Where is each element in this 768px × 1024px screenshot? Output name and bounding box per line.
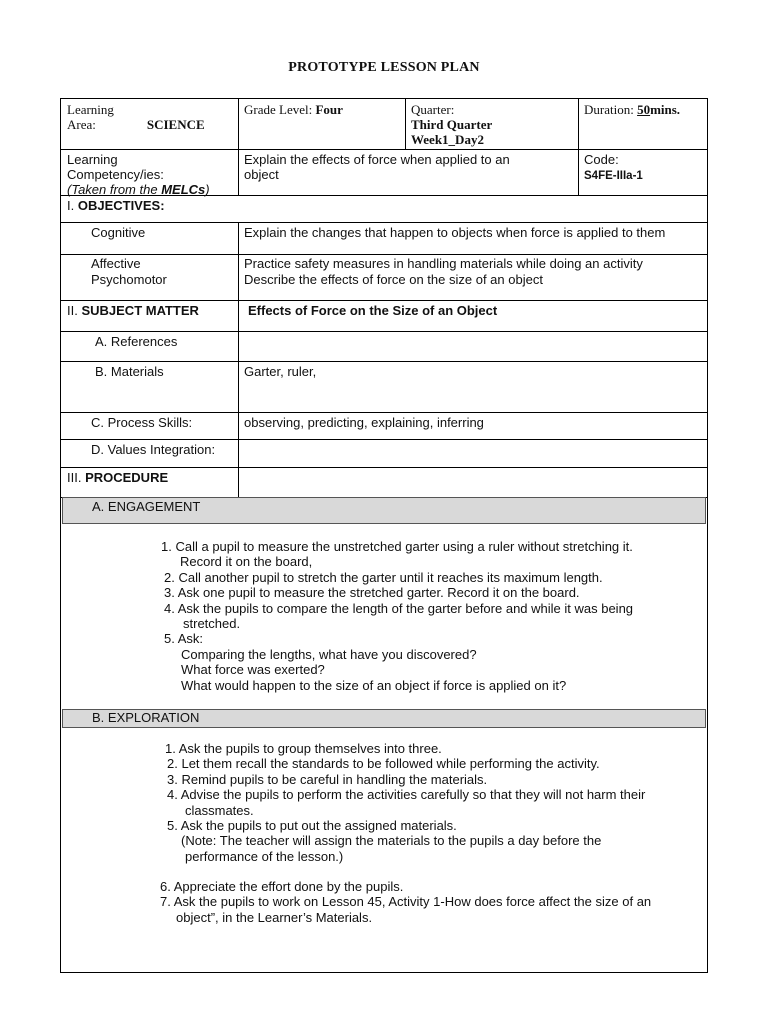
competency-value: Explain the effects of force when applied to an object (244, 152, 510, 182)
competency-label-melcs: MELCs (161, 182, 206, 197)
duration-label: Duration: (584, 102, 634, 117)
learning-area-cell (61, 100, 238, 134)
list-item (165, 772, 705, 787)
subject-matter-heading (61, 301, 238, 320)
competency-label-1: Learning (67, 152, 118, 167)
list-item (161, 570, 701, 585)
objective-value-affective: Practice safety measures in handling materials while doing an activity (244, 256, 643, 271)
procedure-heading-prefix: III. (67, 470, 86, 485)
duration-unit: mins. (650, 102, 681, 117)
note-line-2: performance of the lesson.) (185, 848, 344, 864)
exploration-heading-bar (62, 709, 706, 728)
question-1: Comparing the lengths, what have you discovered? (181, 646, 477, 662)
list-item-continuation: classmates. (185, 802, 254, 818)
list-text: Call a pupil to measure the unstretched garter using a ruler without stretching it. (175, 539, 633, 554)
objective-value-cognitive: Explain the changes that happen to objects when force is applied to them (244, 225, 666, 240)
list-text: Call another pupil to stretch the garter until it reaches its maximum length. (178, 569, 603, 585)
list-item (161, 631, 701, 646)
list-item (161, 585, 701, 600)
learning-area-label-2: Area: (67, 117, 96, 132)
process-skills-value: observing, predicting, explaining, inferring (244, 415, 484, 430)
subject-matter-topic: Effects of Force on the Size of an Object (248, 303, 498, 318)
list-item (160, 894, 705, 909)
list-number: 4. (167, 787, 178, 803)
list-item-continuation: Record it on the board, (180, 554, 313, 570)
engagement-heading: A. ENGAGEMENT (92, 499, 201, 514)
list-text: Ask the pupils to compare the length of the garter before and while it was being (177, 600, 634, 616)
list-item-continuation: object”, in the Learner’s Materials. (176, 909, 373, 925)
list-item (161, 601, 701, 616)
objective-label-affective: Affective (91, 256, 141, 271)
grade-level-value: Four (315, 102, 343, 117)
list-text: Ask the pupils to work on Lesson 45, Activity 1-How does force affect the size of an (173, 894, 652, 910)
learning-area-label: Learning (67, 102, 114, 117)
list-text: Advise the pupils to perform the activities carefully so that they will not harm their (180, 787, 646, 803)
list-number: 1. (161, 539, 172, 554)
list-number: 1. (165, 741, 176, 756)
week-value: Week1_Day2 (411, 132, 484, 147)
list-text: Ask the pupils to group themselves into three. (178, 741, 442, 756)
list-number: 3. (167, 771, 178, 787)
lesson-plan-table (60, 98, 708, 973)
materials-label: B. Materials (95, 364, 164, 379)
list-text: Ask one pupil to measure the stretched garter. Record it on the board. (177, 585, 580, 601)
list-item (160, 879, 705, 894)
list-number: 6. (160, 879, 171, 894)
exploration-heading: B. EXPLORATION (92, 710, 200, 725)
list-text: Let them recall the standards to be followed while performing the activity. (181, 756, 600, 772)
note-line-1: (Note: The teacher will assign the materials to the pupils a day before the (181, 833, 602, 849)
objectives-heading-prefix: I. (67, 198, 78, 213)
code-label: Code: (584, 152, 619, 167)
exploration-list-continued (160, 879, 705, 925)
grade-level-cell (238, 100, 405, 119)
list-number: 5. (167, 818, 178, 834)
list-text: Ask: (177, 631, 204, 647)
competency-label-3-suffix: ) (205, 182, 210, 197)
materials-value: Garter, ruler, (244, 364, 317, 379)
objective-label-psychomotor: Psychomotor (91, 272, 167, 287)
list-text: Appreciate the effort done by the pupils. (173, 879, 404, 894)
competency-label-2: Competency/ies: (67, 167, 164, 182)
objectives-heading (61, 196, 707, 215)
list-text: Remind pupils to be careful in handling the materials. (181, 771, 488, 787)
objective-value-psychomotor: Describe the effects of force on the size of an object (244, 272, 543, 287)
process-skills-label: C. Process Skills: (91, 415, 193, 430)
learning-area-value: SCIENCE (146, 117, 205, 132)
subject-matter-prefix: II. (67, 303, 82, 318)
list-number: 3. (164, 585, 175, 601)
procedure-heading-text: PROCEDURE (85, 470, 169, 485)
list-item-continuation: stretched. (183, 616, 241, 632)
quarter-value: Third Quarter (411, 117, 493, 132)
subject-matter-heading-text: SUBJECT MATTER (81, 303, 199, 318)
list-item (165, 787, 705, 802)
list-text: Ask the pupils to put out the assigned materials. (180, 818, 457, 834)
grade-level-label: Grade Level: (244, 102, 313, 117)
list-item (165, 741, 705, 756)
list-number: 2. (164, 569, 175, 585)
objective-label-cognitive: Cognitive (91, 225, 146, 240)
quarter-label: Quarter: (411, 102, 455, 117)
duration-cell (578, 100, 707, 119)
list-item (161, 539, 701, 554)
engagement-list (161, 539, 701, 693)
document-title: PROTOTYPE LESSON PLAN (288, 60, 480, 75)
engagement-heading-bar (62, 497, 706, 524)
code-value: S4FE-IIIa-1 (584, 170, 643, 182)
exploration-list (165, 741, 705, 864)
references-label: A. References (95, 334, 178, 349)
list-number: 5. (164, 631, 175, 647)
question-2: What force was exerted? (181, 662, 325, 678)
list-item (165, 818, 705, 833)
code-cell (578, 150, 707, 186)
list-number: 7. (160, 894, 171, 910)
competency-label-cell (61, 150, 238, 199)
objectives-heading-text: OBJECTIVES: (77, 198, 165, 213)
list-number: 2. (167, 756, 178, 772)
list-item (165, 756, 705, 771)
values-integration-label: D. Values Integration: (91, 442, 216, 457)
quarter-cell (405, 100, 578, 149)
procedure-heading (61, 468, 238, 487)
competency-label-3: (Taken from the (67, 182, 162, 197)
question-3: What would happen to the size of an object if force is applied on it? (181, 677, 567, 693)
references-value (238, 332, 707, 336)
duration-value: 50 (637, 102, 651, 117)
list-number: 4. (164, 600, 175, 616)
values-integration-value (238, 440, 707, 444)
